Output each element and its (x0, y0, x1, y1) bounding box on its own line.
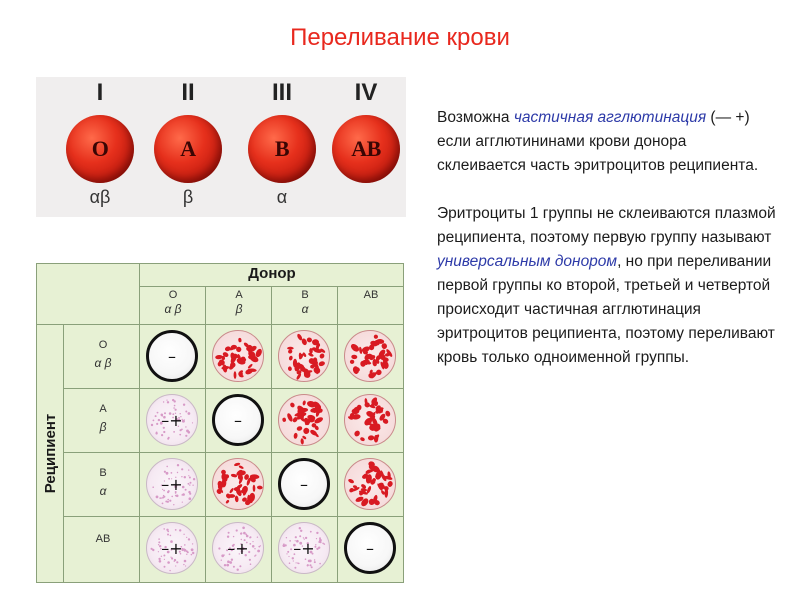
cell-pattern (213, 459, 265, 511)
erythrocyte-dot (310, 531, 312, 533)
paragraph-partial-agglutination: Возможна частичная агглютинация (— +) если агглютининами крови донора склеивается часть эритроцитов реципиента. (437, 109, 759, 174)
erythrocyte-dot (287, 551, 289, 553)
blood-group-1 (60, 77, 140, 217)
erythrocyte-dot (176, 495, 179, 498)
erythrocyte-dot (184, 549, 187, 552)
recipient-row-header: B α (99, 467, 107, 498)
group-agglutinins: β (182, 187, 194, 207)
erythrocyte-dot (158, 541, 160, 543)
result-symbol: –+ (293, 538, 315, 558)
agglutinated-clump (349, 342, 360, 353)
agglutinated-clump (381, 343, 387, 349)
erythrocyte-dot (183, 564, 184, 565)
erythrocyte-dot (191, 548, 194, 551)
erythrocyte-dot (167, 561, 170, 564)
erythrocyte-dot (229, 561, 232, 564)
erythrocyte-dot (156, 496, 159, 499)
agglutinated-clump (349, 359, 354, 364)
agglutination-result-cell (344, 522, 396, 574)
erythrocyte-dot (151, 548, 153, 550)
erythrocyte-dot (176, 561, 178, 563)
erythrocyte-dot (164, 559, 165, 560)
cell-pattern (345, 395, 397, 447)
erythrocyte-dot (189, 497, 192, 500)
group-letter: AB (351, 136, 381, 161)
erythrocyte-dot (186, 554, 187, 555)
agglutination-result-cell (146, 458, 198, 510)
agglutinated-clump (318, 361, 326, 367)
erythrocyte-dot (156, 423, 158, 425)
erythrocyte-dot (299, 527, 301, 529)
agglutinated-clump (238, 338, 242, 343)
erythrocyte-dot (169, 500, 171, 502)
erythrocyte-dot (185, 565, 186, 566)
group-roman-numeral: I (96, 79, 104, 106)
erythrocyte-dot (221, 560, 222, 561)
erythrocyte-dot (162, 503, 164, 505)
cell-pattern (345, 459, 397, 511)
agglutination-result-cell (212, 394, 264, 446)
erythrocyte-dot (179, 529, 181, 531)
cell-pattern (279, 331, 331, 383)
erythrocyte-dot (188, 469, 189, 470)
erythrocyte-dot (227, 560, 230, 563)
agglutinated-clump (257, 485, 263, 489)
erythrocyte-dot (233, 536, 234, 537)
erythrocyte-dot (319, 563, 321, 565)
erythrocyte-dot (231, 559, 233, 561)
erythrocyte-dot (192, 485, 193, 486)
erythrocyte-dot (157, 412, 159, 414)
erythrocyte-dot (315, 544, 316, 545)
compatibility-table (36, 263, 404, 583)
table-divider (63, 388, 403, 389)
agglutinated-clump (215, 355, 223, 360)
erythrocyte-dot (189, 484, 190, 485)
agglutinated-clump (253, 485, 256, 492)
erythrocyte-dot (177, 472, 178, 473)
erythrocyte-dot (240, 533, 242, 535)
erythrocyte-dot (188, 483, 190, 485)
erythrocyte-dot (185, 435, 187, 437)
cell-pattern (345, 331, 397, 383)
erythrocyte-dot (257, 537, 258, 538)
table-divider (63, 324, 64, 582)
recipient-row-header: AB (95, 533, 111, 545)
blood-group-4 (326, 77, 406, 217)
agglutination-result-cell (278, 522, 330, 574)
erythrocyte-dot (188, 491, 190, 493)
erythrocyte-dot (252, 545, 255, 548)
erythrocyte-dot (316, 538, 317, 539)
erythrocyte-dot (186, 537, 187, 538)
agglutinated-clump (302, 427, 310, 435)
erythrocyte-dot (162, 497, 164, 499)
erythrocyte-dot (168, 437, 170, 439)
agglutinated-clump (384, 410, 391, 417)
erythrocyte-dot (314, 561, 316, 563)
erythrocyte-dot (163, 528, 165, 530)
erythrocyte-dot (151, 424, 153, 426)
agglutinated-clump (225, 499, 230, 504)
blood-groups-panel (36, 77, 406, 217)
erythrocyte-dot (179, 434, 181, 436)
erythrocyte-dot (192, 543, 193, 544)
result-symbol: – (234, 410, 242, 430)
result-symbol: –+ (227, 538, 249, 558)
erythrocyte-dot (289, 540, 291, 542)
erythrocyte-dot (250, 563, 252, 565)
agglutinated-clump (319, 353, 326, 360)
erythrocyte-dot (254, 548, 255, 549)
agglutination-result-cell (212, 458, 264, 510)
agglutinated-clump (288, 355, 293, 361)
erythrocyte-dot (228, 532, 230, 534)
erythrocyte-dot (183, 534, 184, 535)
agglutination-result-cell (146, 330, 198, 382)
agglutination-result-cell (212, 330, 264, 382)
term-partial-agglutination: частичная агглютинация (513, 109, 707, 126)
erythrocyte-dot (158, 551, 159, 552)
group-agglutinins: αβ (89, 187, 111, 207)
group-roman-numeral: II (181, 79, 195, 106)
agglutinated-clump (368, 435, 375, 441)
erythrocyte-dot (188, 538, 190, 540)
erythrocyte-dot (165, 501, 167, 503)
erythrocyte-dot (294, 567, 296, 569)
paragraph-universal-donor: Эритроциты 1 группы не склеиваются плазмой реципиента, поэтому первую группу называют универсальным донором, но при переливании первой группы ко второй, третьей и четвертой происходит частичная агглютинация эритроцитов реципиента, поэтому переливают кровь только одноименной группы. (437, 205, 776, 366)
erythrocyte-dot (158, 538, 160, 540)
erythrocyte-dot (184, 544, 186, 546)
agglutinated-clump (348, 478, 355, 484)
erythrocyte-dot (298, 563, 300, 565)
erythrocyte-dot (249, 559, 251, 561)
erythrocyte-dot (250, 536, 252, 538)
agglutination-result-cell (278, 458, 330, 510)
agglutinated-clump (234, 371, 237, 379)
erythrocyte-dot (155, 415, 157, 417)
agglutinated-clump (348, 487, 354, 493)
group-letter: A (180, 136, 196, 161)
erythrocyte-dot (242, 527, 245, 530)
erythrocyte-dot (190, 482, 192, 484)
erythrocyte-dot (158, 558, 160, 560)
erythrocyte-dot (309, 564, 311, 566)
erythrocyte-dot (167, 534, 169, 536)
explanation-text (437, 106, 777, 370)
erythrocyte-dot (233, 566, 235, 568)
erythrocyte-dot (174, 400, 176, 402)
donor-header: Донор (248, 265, 296, 282)
erythrocyte-dot (184, 560, 187, 563)
erythrocyte-dot (170, 535, 172, 537)
result-symbol: – (168, 346, 176, 366)
agglutinated-clump (238, 465, 244, 470)
erythrocyte-dot (175, 565, 176, 566)
erythrocyte-dot (169, 570, 170, 571)
erythrocyte-dot (243, 532, 246, 535)
result-symbol: –+ (161, 474, 183, 494)
erythrocyte-dot (322, 543, 324, 545)
erythrocyte-dot (289, 562, 291, 564)
erythrocyte-dot (318, 547, 320, 549)
donor-column-header: A β (235, 289, 243, 316)
erythrocyte-dot (286, 553, 287, 554)
erythrocyte-dot (188, 475, 189, 476)
erythrocyte-dot (183, 404, 185, 406)
erythrocyte-dot (299, 535, 301, 537)
table-divider (337, 286, 338, 582)
erythrocyte-dot (319, 537, 321, 539)
agglutinated-clump (360, 437, 366, 442)
agglutinated-clump (296, 426, 303, 432)
erythrocyte-dot (237, 569, 239, 571)
cell-pattern (213, 331, 265, 383)
table-divider (139, 286, 403, 287)
erythrocyte-dot (181, 468, 183, 470)
erythrocyte-dot (166, 400, 167, 401)
cell-pattern (279, 395, 331, 447)
agglutinated-clump (247, 363, 253, 369)
erythrocyte-dot (161, 434, 163, 436)
erythrocyte-dot (283, 544, 286, 547)
erythrocyte-disc (154, 115, 222, 183)
group-letter: B (274, 136, 290, 161)
erythrocyte-dot (226, 564, 229, 567)
agglutinated-clump (351, 354, 357, 359)
agglutinated-clump (313, 416, 324, 425)
erythrocyte-dot (159, 497, 161, 499)
erythrocyte-dot (239, 565, 241, 567)
group-roman-numeral: IV (354, 79, 378, 106)
erythrocyte-dot (314, 559, 315, 560)
agglutinated-clump (353, 430, 361, 438)
erythrocyte-dot (173, 504, 174, 505)
agglutinated-clump (287, 347, 294, 350)
erythrocyte-dot (286, 537, 287, 538)
erythrocyte-dot (184, 476, 186, 478)
agglutinated-clump (224, 346, 231, 352)
agglutination-result-cell (278, 394, 330, 446)
erythrocyte-dot (311, 566, 313, 568)
agglutination-result-cell (278, 330, 330, 382)
erythrocyte-dot (164, 566, 166, 568)
erythrocyte-dot (316, 532, 318, 534)
erythrocyte-dot (171, 557, 173, 559)
erythrocyte-dot (188, 412, 191, 415)
erythrocyte-dot (290, 548, 292, 550)
result-symbol: –+ (161, 410, 183, 430)
agglutination-result-cell (212, 522, 264, 574)
erythrocyte-dot (181, 494, 183, 496)
agglutinated-clump (229, 487, 235, 493)
agglutinated-clump (286, 412, 294, 422)
erythrocyte-dot (192, 422, 193, 423)
agglutination-result-cell (344, 394, 396, 446)
agglutination-result-cell (146, 394, 198, 446)
group-letter: O (91, 136, 109, 161)
erythrocyte-dot (218, 547, 220, 549)
erythrocyte-dot (189, 477, 191, 479)
erythrocyte-disc (248, 115, 316, 183)
erythrocyte-dot (164, 471, 166, 473)
result-symbol: –+ (161, 538, 183, 558)
table-divider (139, 264, 140, 582)
erythrocyte-dot (308, 560, 311, 563)
erythrocyte-dot (175, 529, 177, 531)
agglutination-result-cell (344, 458, 396, 510)
erythrocyte-dot (307, 564, 309, 566)
erythrocyte-disc (66, 115, 134, 183)
erythrocyte-dot (191, 554, 193, 556)
erythrocyte-dot (257, 550, 260, 553)
result-symbol: – (300, 474, 308, 494)
erythrocyte-dot (167, 401, 169, 403)
group-agglutinins: α (276, 187, 288, 207)
erythrocyte-dot (249, 543, 251, 545)
erythrocyte-dot (185, 489, 187, 491)
blood-group-3 (242, 77, 322, 217)
erythrocyte-dot (163, 431, 165, 433)
erythrocyte-dot (193, 478, 195, 480)
erythrocyte-dot (221, 554, 224, 557)
agglutination-result-cell (146, 522, 198, 574)
group-roman-numeral: III (271, 79, 292, 106)
erythrocyte-dot (167, 499, 169, 501)
agglutinated-clump (289, 402, 295, 408)
term-universal-donor: универсальным донором (437, 253, 618, 270)
erythrocyte-disc (332, 115, 400, 183)
erythrocyte-dot (236, 529, 238, 531)
result-symbol: – (366, 538, 374, 558)
erythrocyte-dot (156, 432, 158, 434)
erythrocyte-dot (158, 419, 160, 421)
table-divider (63, 516, 403, 517)
agglutinated-clump (375, 369, 383, 376)
agglutinated-clump (293, 433, 298, 439)
recipient-row-header: A β (99, 403, 107, 434)
erythrocyte-dot (163, 495, 164, 496)
erythrocyte-dot (166, 466, 168, 468)
erythrocyte-dot (224, 564, 226, 566)
erythrocyte-dot (185, 426, 186, 427)
donor-column-header: AB (363, 289, 379, 301)
erythrocyte-dot (245, 534, 247, 536)
erythrocyte-dot (185, 411, 187, 413)
erythrocyte-dot (252, 541, 253, 542)
erythrocyte-dot (174, 559, 176, 561)
erythrocyte-dot (174, 405, 176, 407)
blood-group-2 (148, 77, 228, 217)
table-divider (205, 286, 206, 582)
erythrocyte-dot (159, 560, 162, 563)
erythrocyte-dot (260, 545, 261, 546)
donor-column-header: O α β (164, 289, 182, 316)
agglutinated-clump (300, 438, 304, 444)
slide-title: Переливание крови (290, 24, 510, 51)
erythrocyte-dot (158, 544, 159, 545)
erythrocyte-dot (171, 496, 173, 498)
erythrocyte-dot (173, 407, 175, 409)
recipient-row-header: O α β (94, 339, 112, 370)
erythrocyte-dot (288, 556, 289, 557)
agglutinated-clump (282, 417, 286, 422)
agglutination-result-cell (344, 330, 396, 382)
erythrocyte-dot (318, 541, 320, 543)
table-divider (37, 324, 403, 325)
erythrocyte-dot (305, 558, 307, 560)
table-divider (63, 452, 403, 453)
agglutinated-clump (373, 334, 378, 339)
erythrocyte-dot (173, 431, 175, 433)
erythrocyte-dot (182, 502, 183, 503)
erythrocyte-dot (177, 464, 179, 466)
erythrocyte-dot (296, 562, 297, 563)
erythrocyte-dot (153, 420, 155, 422)
erythrocyte-dot (167, 531, 169, 533)
agglutinated-clump (302, 400, 306, 406)
erythrocyte-dot (300, 530, 302, 532)
recipient-header: Реципиент (42, 413, 60, 493)
table-divider (271, 286, 272, 582)
erythrocyte-dot (152, 486, 154, 488)
erythrocyte-dot (163, 401, 164, 402)
erythrocyte-dot (192, 552, 194, 554)
donor-column-header: B α (301, 289, 309, 316)
erythrocyte-dot (293, 560, 294, 561)
erythrocyte-dot (188, 431, 191, 434)
erythrocyte-dot (255, 555, 256, 556)
agglutinated-clump (306, 337, 313, 343)
agglutinated-clump (222, 364, 228, 373)
agglutinated-clump (287, 366, 292, 371)
agglutinated-clump (235, 495, 239, 502)
